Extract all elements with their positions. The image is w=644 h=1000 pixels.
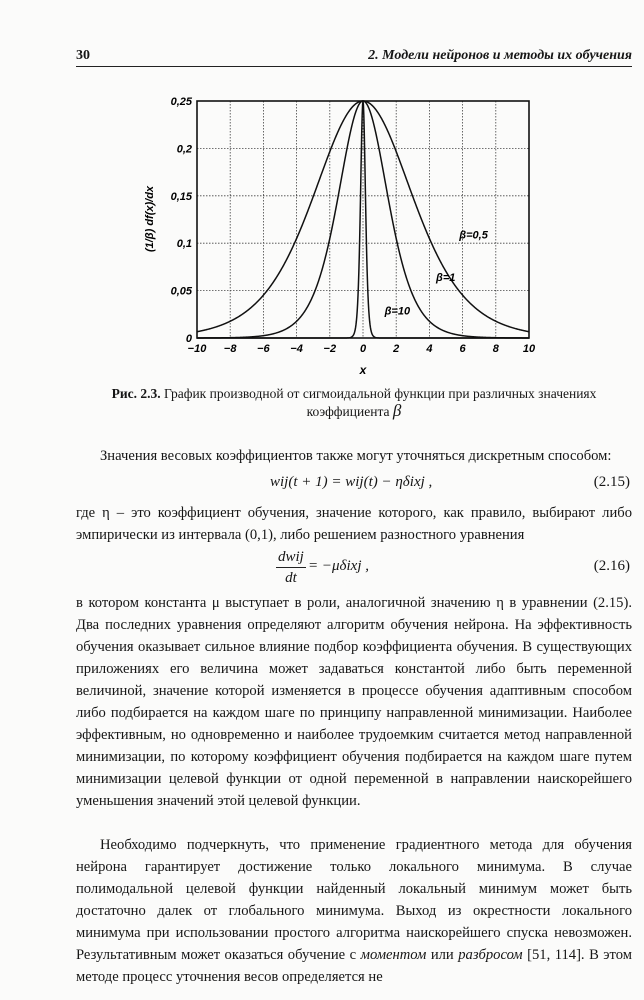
figure-caption (76, 385, 632, 420)
fraction-denominator: dt (285, 570, 297, 586)
x-tick-label: −2 (323, 343, 337, 355)
y-tick-label: 0,1 (176, 238, 192, 251)
equation-2-16 (76, 547, 632, 593)
paragraph-learning-rate: в котором константа μ выступает в роли, аналогичной значению η в уравнении (2.15). Два последних уравнения определяют алгоритм обучения нейрона. На эффективность обучения оказывает сильное влияние подбор коэффициента обучения. В существующих приложениях его величина может задаваться константой либо быть переменной величиной, значение которой изменяется в процессе обучения адаптивным способом либо подбирается на каждом шаге по принципу направленной минимизации. Наиболее эффективным, но одновременно и наиболее трудоемким считается метод направленной минимизации, по которому коэффициент обучения подбирается на каждом шаге путем минимизации целевой функции от одной переменной в направлении наискорейшего уменьшения значений этой целевой функции. (76, 595, 632, 809)
caption-symbol: β (392, 401, 402, 420)
term-spread: разбросом (458, 947, 523, 963)
paragraph-eta: где η – это коэффициент обучения, значение которого, как правило, выбирают либо эмпирически из интервала (0,1), либо решением разностного уравнения (76, 505, 632, 543)
x-tick-label: −8 (223, 343, 237, 355)
chart-grid (197, 101, 529, 338)
running-header (76, 48, 632, 67)
x-tick-labels (188, 343, 536, 355)
x-tick-label: −10 (187, 343, 207, 355)
paragraph-intro: Значения весовых коэффициентов также могут уточняться дискретным способом: (100, 448, 612, 464)
x-tick-label: 6 (459, 343, 466, 355)
equation-number: (2.16) (593, 558, 630, 574)
y-tick-label: 0,15 (170, 190, 192, 203)
x-tick-label: 10 (522, 343, 536, 355)
chapter-title: 2. Модели нейронов и методы их обучения (368, 48, 632, 63)
equation-2-15 (76, 472, 632, 498)
x-tick-label: −4 (290, 343, 303, 355)
sigmoid-derivative-chart (140, 84, 560, 380)
caption-text: График производной от сигмоидальной функции при различных значениях коэффициента (164, 386, 597, 419)
equation-number: (2.15) (593, 474, 630, 490)
equation-formula: wij(t + 1) = wij(t) − ηδixj , (270, 474, 433, 490)
equation-fraction (276, 547, 306, 588)
y-tick-label: 0 (185, 333, 192, 345)
fraction-numerator: dwij (276, 547, 306, 568)
series-label: β=0,5 (459, 229, 488, 242)
y-tick-labels (171, 96, 193, 345)
x-tick-label: 2 (393, 343, 400, 355)
series-labels (384, 229, 489, 317)
figure-label: Рис. 2.3. (111, 386, 161, 401)
x-tick-label: 8 (492, 343, 499, 355)
series-label: β=10 (384, 305, 411, 318)
y-tick-label: 0,25 (170, 96, 192, 108)
x-tick-label: 4 (426, 343, 433, 355)
term-momentum: моментом (360, 947, 427, 963)
y-axis-label: (1/β) df(x)/dx (144, 185, 156, 253)
x-tick-label: −6 (257, 343, 270, 355)
page-number: 30 (76, 48, 90, 63)
x-axis-label: x (359, 363, 367, 377)
series-label: β=1 (436, 272, 456, 285)
y-tick-label: 0,2 (176, 143, 192, 156)
y-tick-label: 0,05 (170, 285, 192, 298)
equation-rhs: = −μδixj , (308, 558, 369, 574)
paragraph-local-minimum: Необходимо подчеркнуть, что применение градиентного метода для обучения нейрона гарантирует достижение только локального минимума. В случае полимодальной целевой функции найденный локальный минимум может быть достаточно далек от глобального минимума. Выход из окрестности локального минимума при использовании простого алгоритма наискорейшего спуска невозможен. Результативным может оказаться обучение с моментом или разбросом [51, 114]. В этом методе процесс уточнения весов определяется не (76, 837, 632, 985)
x-tick-label: 0 (359, 343, 367, 355)
